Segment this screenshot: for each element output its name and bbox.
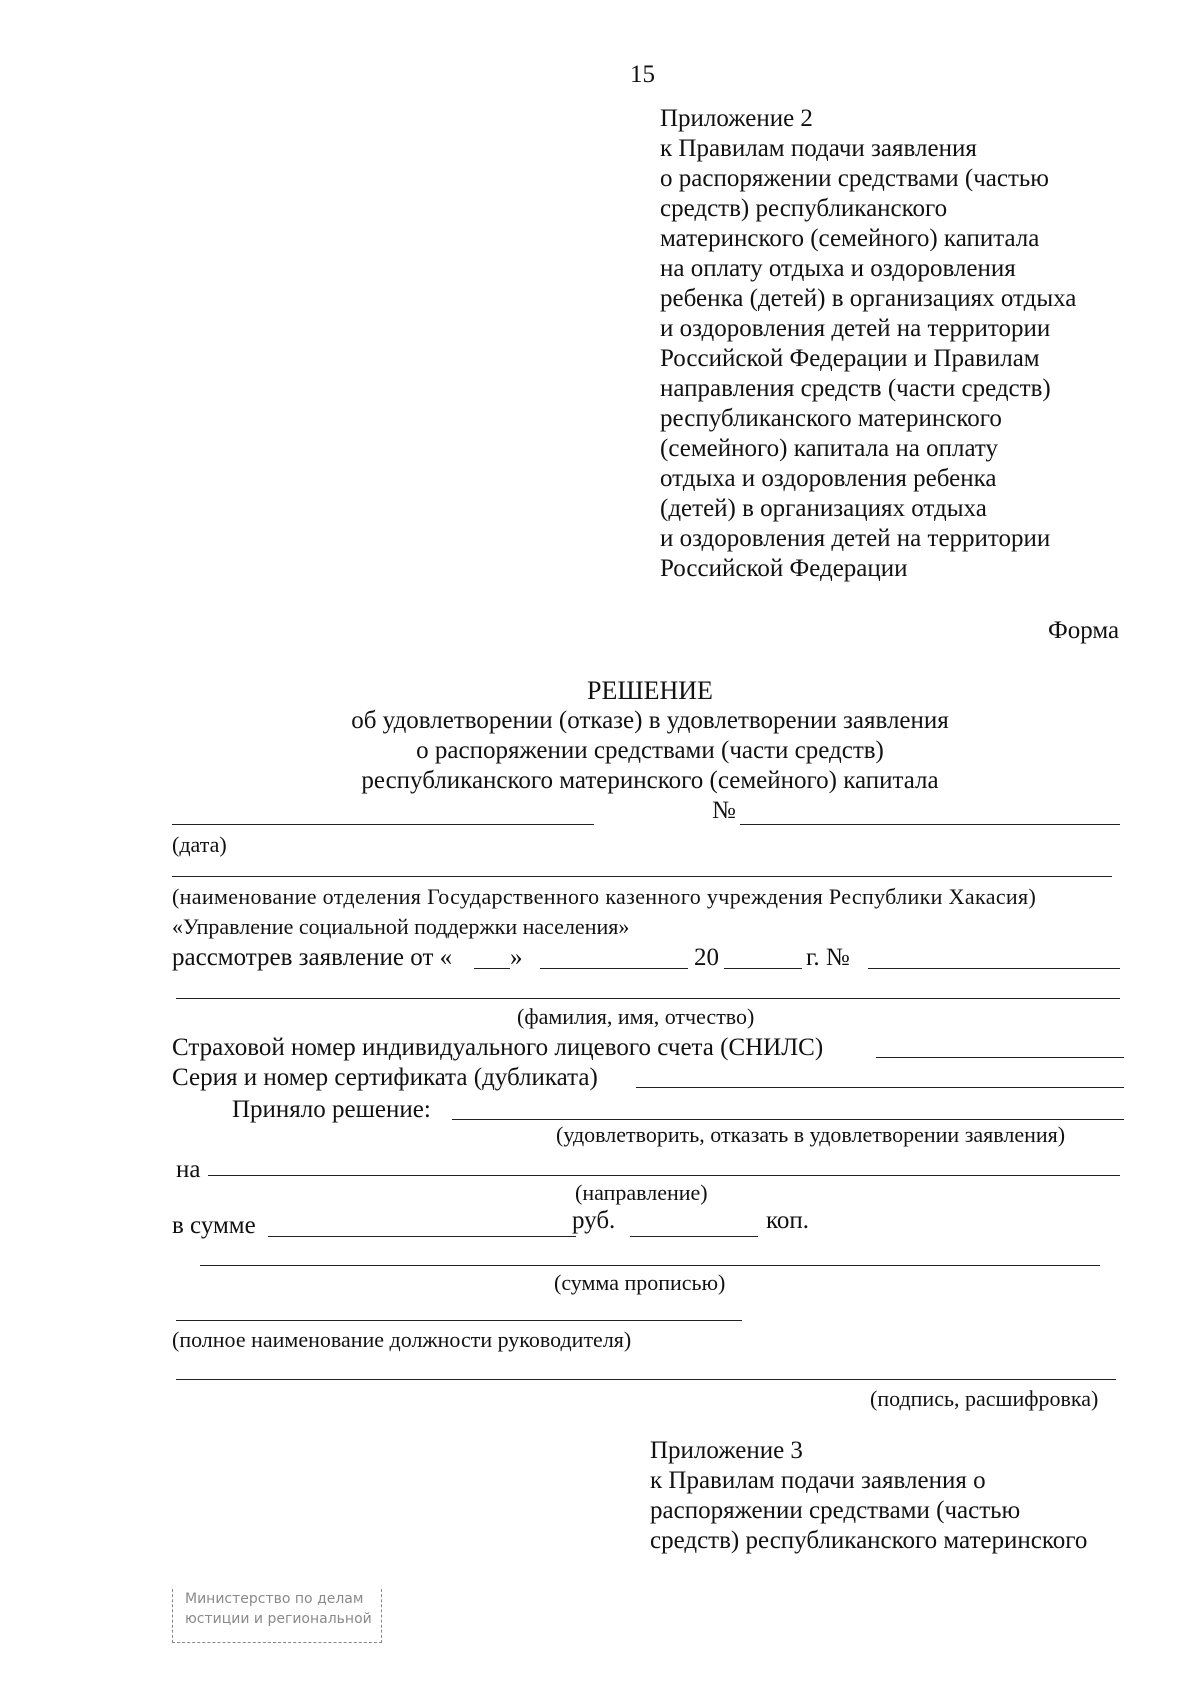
- sum-words-line: [200, 1265, 1100, 1266]
- considered-prefix: рассмотрев заявление от «: [172, 944, 453, 971]
- appendix-2-line: Приложение 2: [660, 105, 813, 132]
- page-number: 15: [630, 61, 655, 88]
- position-line: [176, 1320, 742, 1321]
- year-line: [724, 968, 802, 969]
- form-label: Форма: [1048, 617, 1120, 644]
- direction-hint: (направление): [575, 1180, 708, 1205]
- fio-label: (фамилия, имя, отчество): [517, 1004, 755, 1029]
- snils-line: [876, 1057, 1124, 1058]
- appendix-2-line: направления средств (части средств): [660, 375, 1051, 402]
- appendix-2-line: и оздоровления детей на территории: [660, 525, 1051, 552]
- stamp-line-1: Министерство по делам: [185, 1591, 364, 1607]
- appendix-2-line: (детей) в организациях отдыха: [660, 495, 987, 522]
- appendix-2-line: республиканского материнского: [660, 405, 1002, 432]
- direction-prefix: на: [176, 1156, 201, 1183]
- department-name: «Управление социальной поддержки населения»: [172, 914, 630, 939]
- appendix-3-line: к Правилам подачи заявления о: [650, 1467, 986, 1494]
- appendix-2-line: ребенка (детей) в организациях отдыха: [660, 285, 1077, 312]
- signature-hint: (подпись, расшифровка): [870, 1386, 1099, 1411]
- appendix-3-line: Приложение 3: [650, 1437, 803, 1464]
- fio-line: [176, 998, 1120, 999]
- certificate-line: [636, 1087, 1124, 1088]
- rub-amount-line: [268, 1236, 576, 1237]
- kop-amount-line: [630, 1236, 758, 1237]
- decision-hint: (удовлетворить, отказать в удовлетворении заявления): [556, 1122, 1066, 1147]
- ministry-stamp: [172, 1589, 382, 1643]
- appendix-2-line: отдыха и оздоровления ребенка: [660, 465, 997, 492]
- month-line: [540, 968, 688, 969]
- signature-line: [176, 1379, 1116, 1380]
- appendix-3-line: средств) республиканского материнского: [650, 1527, 1088, 1554]
- appendix-3-line: распоряжении средствами (частью: [650, 1497, 1021, 1524]
- decision-subtitle-line: о распоряжении средствами (части средств): [416, 737, 884, 764]
- decision-subtitle-line: республиканского материнского (семейного) капитала: [361, 767, 939, 794]
- decision-label: Приняло решение:: [232, 1096, 431, 1123]
- position-hint: (полное наименование должности руководителя): [172, 1327, 632, 1352]
- certificate-label: Серия и номер сертификата (дубликата): [172, 1064, 598, 1091]
- date-line: [172, 824, 594, 825]
- sum-prefix: в сумме: [172, 1212, 256, 1239]
- appendix-2-line: о распоряжении средствами (частью: [660, 165, 1049, 192]
- year-suffix: г. №: [806, 944, 850, 971]
- appendix-2-line: Российской Федерации: [660, 555, 908, 582]
- decision-line: [452, 1119, 1124, 1120]
- department-line: [172, 876, 1112, 877]
- stamp-line-2: юстиции и региональной: [185, 1611, 372, 1627]
- number-line: [740, 824, 1120, 825]
- year-prefix: 20: [694, 944, 719, 971]
- appendix-3-header: [650, 1436, 1120, 1556]
- number-sign: №: [712, 797, 736, 824]
- rub-label: руб.: [572, 1207, 616, 1234]
- kop-label: коп.: [766, 1207, 810, 1234]
- appendix-2-line: и оздоровления детей на территории: [660, 315, 1051, 342]
- direction-line: [208, 1175, 1120, 1176]
- decision-title: РЕШЕНИЕ: [587, 676, 713, 705]
- appendix-2-line: материнского (семейного) капитала: [660, 225, 1040, 252]
- application-number-line: [868, 968, 1120, 969]
- considered-quote-close: »: [510, 944, 523, 971]
- appendix-2-line: (семейного) капитала на оплату: [660, 435, 998, 462]
- appendix-2-line: средств) республиканского: [660, 195, 948, 222]
- day-line: [474, 968, 510, 969]
- snils-label: Страховой номер индивидуального лицевого счета (СНИЛС): [172, 1034, 824, 1061]
- appendix-2-line: к Правилам подачи заявления: [660, 135, 977, 162]
- appendix-2-header: [660, 104, 1130, 584]
- decision-subtitle: [0, 706, 1200, 796]
- date-label: (дата): [172, 832, 227, 857]
- department-label: (наименование отделения Государственного казенного учреждения Республики Хакасия): [172, 884, 1037, 909]
- appendix-2-line: Российской Федерации и Правилам: [660, 345, 1040, 372]
- decision-subtitle-line: об удовлетворении (отказе) в удовлетворении заявления: [351, 707, 949, 734]
- sum-words-hint: (сумма прописью): [554, 1270, 726, 1295]
- appendix-2-line: на оплату отдыха и оздоровления: [660, 255, 1016, 282]
